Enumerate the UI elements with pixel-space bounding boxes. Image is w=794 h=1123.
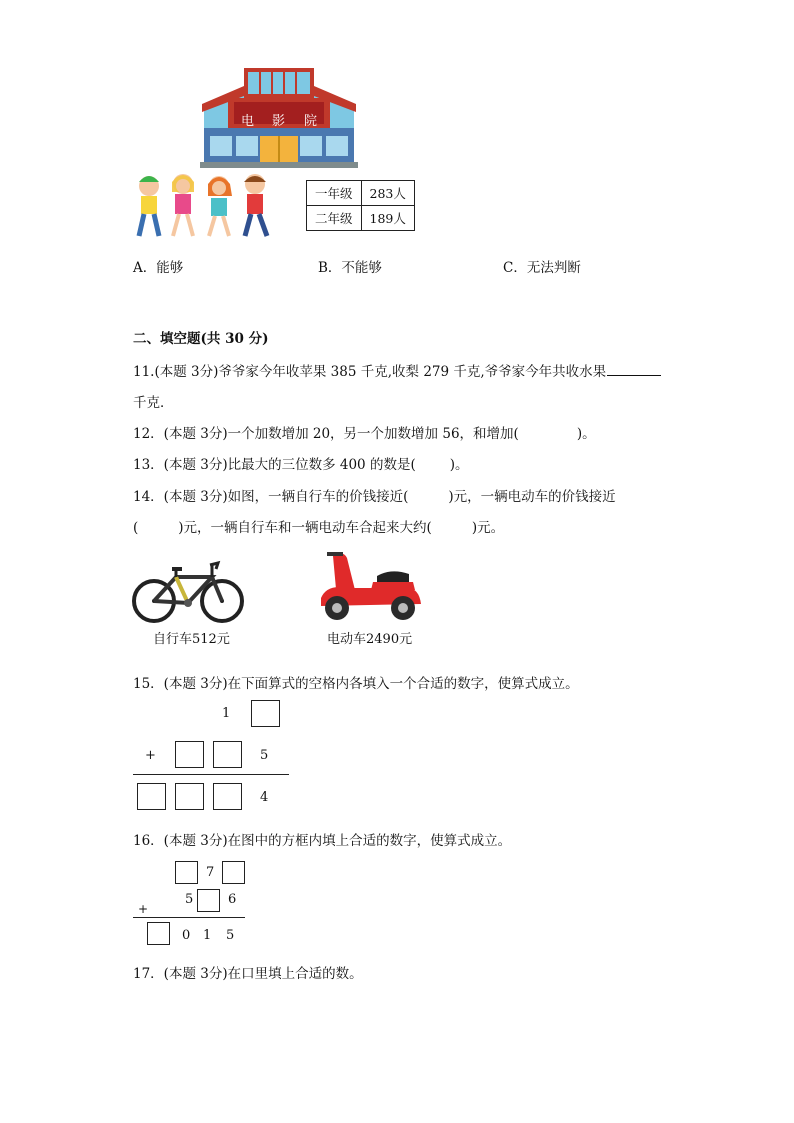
q15-box-r2-2[interactable] xyxy=(213,741,242,768)
question-14-text: 14．(本题 3分)如图，一辆自行车的价钱接近( xyxy=(133,489,409,505)
q16-digit-1: 1 xyxy=(203,928,212,943)
table-row xyxy=(307,206,415,231)
count-cell: 189人 xyxy=(361,206,414,231)
q16-digit-7: 7 xyxy=(206,865,215,880)
q16-sum-line xyxy=(133,917,245,918)
q15-digit-5: 5 xyxy=(260,748,269,763)
answer-blank[interactable] xyxy=(607,374,661,376)
question-14-text-mid2: )元，一辆自行车和一辆电动车合起来大约( xyxy=(178,520,432,536)
option-a[interactable]: A．能够 xyxy=(133,260,184,276)
q15-box-r3-2[interactable] xyxy=(175,783,204,810)
q16-digit-0: 0 xyxy=(182,928,191,943)
cinema-sign-char-1: 电 xyxy=(241,114,255,129)
question-12-close: )。 xyxy=(576,426,596,442)
scooter-caption: 电动车2490元 xyxy=(327,632,413,647)
q16-box-r2[interactable] xyxy=(197,889,220,912)
question-11-line1 xyxy=(133,360,662,380)
q16-box-r1-1[interactable] xyxy=(175,861,198,884)
bicycle-caption: 自行车512元 xyxy=(153,632,230,647)
question-11-line2: 千克． xyxy=(133,395,174,411)
question-15: 15．(本题 3分)在下面算式的空格内各填入一个合适的数字，使算式成立。 xyxy=(133,676,579,692)
section-title: 二、填空题(共 30 分) xyxy=(133,331,269,347)
q16-box-r3[interactable] xyxy=(147,922,170,945)
bicycle-illustration xyxy=(132,555,244,625)
count-cell: 283人 xyxy=(361,181,414,206)
cinema-sign-char-3: 院 xyxy=(304,114,318,129)
grade-table xyxy=(306,180,415,231)
q15-box-r3-1[interactable] xyxy=(137,783,166,810)
grade-cell: 一年级 xyxy=(307,181,362,206)
question-11-text: 11.(本题 3分)爷爷家今年收苹果 385 千克,收梨 279 千克,爷爷家今年共收水果 xyxy=(133,364,607,380)
q16-digit-5b: 5 xyxy=(226,928,235,943)
q15-box-r1[interactable] xyxy=(251,700,280,727)
q15-box-r2-1[interactable] xyxy=(175,741,204,768)
q16-plus-sign: + xyxy=(138,902,149,916)
q15-digit-1: 1 xyxy=(222,706,231,721)
cinema-sign-char-2: 影 xyxy=(272,114,286,129)
question-13 xyxy=(133,453,469,473)
question-14-line2 xyxy=(133,516,504,536)
q16-digit-5: 5 xyxy=(185,892,194,907)
children-illustration xyxy=(131,170,277,242)
question-14-line1 xyxy=(133,485,616,505)
q16-box-r1-2[interactable] xyxy=(222,861,245,884)
q15-plus-sign: + xyxy=(145,748,156,763)
question-13-close: )。 xyxy=(449,457,469,473)
question-13-text: 13．(本题 3分)比最大的三位数多 400 的数是( xyxy=(133,457,416,473)
question-14-open: ( xyxy=(133,520,139,536)
q16-digit-6: 6 xyxy=(228,892,237,907)
q15-box-r3-3[interactable] xyxy=(213,783,242,810)
question-14-text-mid: )元，一辆电动车的价钱接近 xyxy=(448,489,616,505)
option-c[interactable]: C．无法判断 xyxy=(503,260,581,276)
q15-sum-line xyxy=(133,774,289,775)
table-row xyxy=(307,181,415,206)
question-17: 17．(本题 3分)在口里填上合适的数。 xyxy=(133,966,363,982)
question-14-close: )元。 xyxy=(471,520,505,536)
question-12-text: 12．(本题 3分)一个加数增加 20，另一个加数增加 56，和增加( xyxy=(133,426,519,442)
scooter-illustration xyxy=(317,548,425,624)
question-16: 16．(本题 3分)在图中的方框内填上合适的数字，使算式成立。 xyxy=(133,833,512,849)
option-b[interactable]: B．不能够 xyxy=(318,260,382,276)
q15-digit-4: 4 xyxy=(260,790,269,805)
grade-cell: 二年级 xyxy=(307,206,362,231)
question-12 xyxy=(133,422,596,442)
